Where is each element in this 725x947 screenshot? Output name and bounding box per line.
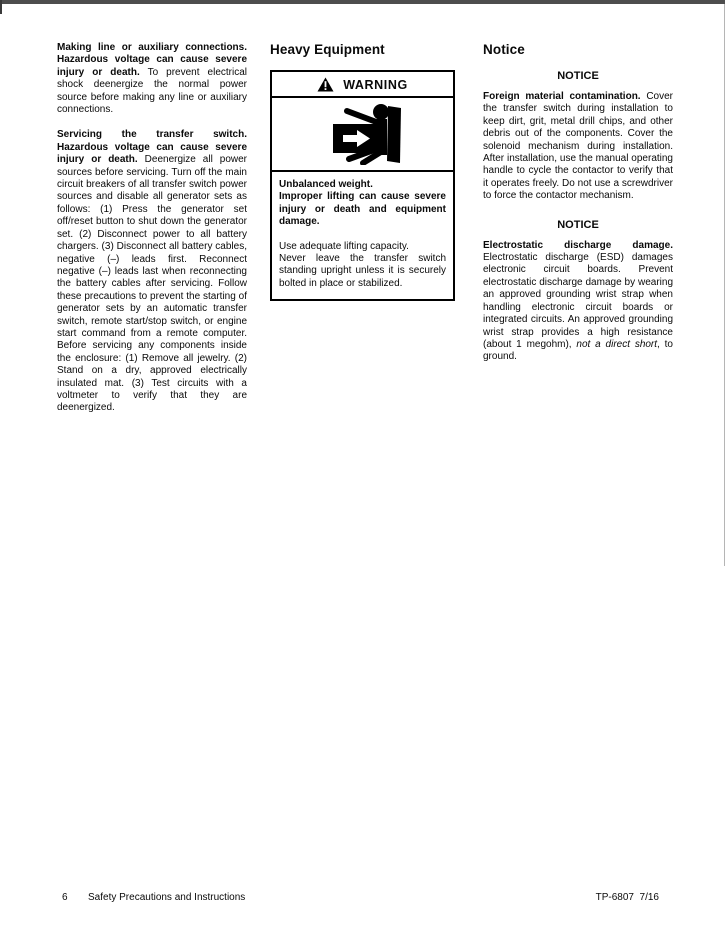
warning-box [270, 70, 455, 301]
paragraph-lead-bold: Servicing the transfer switch. Hazardous voltage can cause severe injury or death. [57, 129, 247, 166]
paragraph-esd [483, 240, 673, 364]
notice-label-esd: NOTICE [557, 218, 599, 231]
warning-bold-rest: Improper lifting can cause severe injury or death and equipment damage. [279, 191, 446, 228]
warning-instruction-line1: Use adequate lifting capacity. [279, 240, 409, 252]
paragraph-body-text: Deenergize all power sources before servicing. Turn off the main circuit breakers of all transfer switch power sources and disable all generator sets as follows: (1) Press the generator set off/reset button to shut down the generator set. (2) Disconnect power to all battery chargers. (3) Disconnect all battery cables, negative (–) leads first. Reconnect negative (–) leads last when reconnecting the battery cables after servicing. Follow these precautions to prevent the starting of generator sets by an automatic transfer switch, remote start/stop switch, or engine start command from a remote computer. Before servicing any components inside the enclosure: (1) Remove all jewelry. (2) Stand on a dry, approved electrically insulated mat. (3) Test circuits with a voltmeter to verify that they are deenergized. [57, 154, 248, 414]
paragraph-lead-bold: Making line or auxiliary connections. Hazardous voltage can cause severe injury or death. [57, 42, 247, 78]
warning-pictogram-area [272, 98, 453, 172]
column-electrical-safety [57, 42, 247, 428]
footer-doc-number: TP-6807 [595, 892, 634, 903]
paragraph-lead-bold: Foreign material contamination. [483, 91, 641, 102]
warning-header [272, 72, 453, 98]
column-heavy-equipment [270, 42, 455, 301]
warning-bold-line1: Unbalanced weight. [279, 179, 373, 190]
warning-text-area [272, 172, 453, 299]
section-heading-notice: Notice [483, 42, 525, 57]
paragraph-body-text: Electrostatic discharge (ESD) damages electronic circuit boards. Prevent electrostatic discharge damage by wearing an approved grounding wrist strap when handling electronic circuit boards or integrated circuits. An approved grounding wrist strap provides a high resistance (about 1 megohm), [483, 252, 673, 350]
warning-label: WARNING [343, 77, 408, 92]
warning-triangle-icon [317, 77, 334, 92]
paragraph-italic-phrase: not a direct short [576, 338, 658, 350]
footer-section-title: Safety Precautions and Instructions [88, 892, 246, 903]
column-notice [483, 42, 673, 377]
paragraph-body-text: Cover the transfer switch during installation to keep dirt, grit, metal drill chips, and other debris out of the components. Cover the solenoid mechanism during installation. After installation, use the manual operating handle to cycle the contactor to verify that it operates freely. Do not use a screwdriver to force the contactor mechanism. [483, 91, 673, 202]
paragraph-body-text-tail: , to ground. [483, 338, 673, 363]
warning-bold-statement [279, 179, 446, 229]
page-left-edge-mark [0, 0, 2, 14]
footer-doc-date: 7/16 [639, 892, 659, 903]
paragraph-lead-bold: Electrostatic discharge damage. [483, 239, 673, 251]
paragraph-body-text: To prevent electrical shock deenergize the normal power source before making any line or auxiliary connections. [57, 66, 247, 116]
footer-doc-reference [596, 892, 659, 904]
paragraph-servicing-transfer-switch [57, 129, 247, 414]
page-top-edge-bar [0, 0, 725, 4]
warning-instruction-rest: Never leave the transfer switch standing upright unless it is securely bolted in place or stabilized. [279, 253, 446, 289]
crush-hazard-icon [313, 103, 413, 165]
notice-label-foreign-material: NOTICE [557, 70, 599, 82]
paragraph-foreign-material [483, 91, 673, 203]
section-heading-heavy-equipment: Heavy Equipment [270, 42, 385, 57]
warning-instruction [279, 241, 446, 291]
footer-page-number: 6 [62, 892, 68, 903]
paragraph-making-line-connections [57, 42, 247, 116]
